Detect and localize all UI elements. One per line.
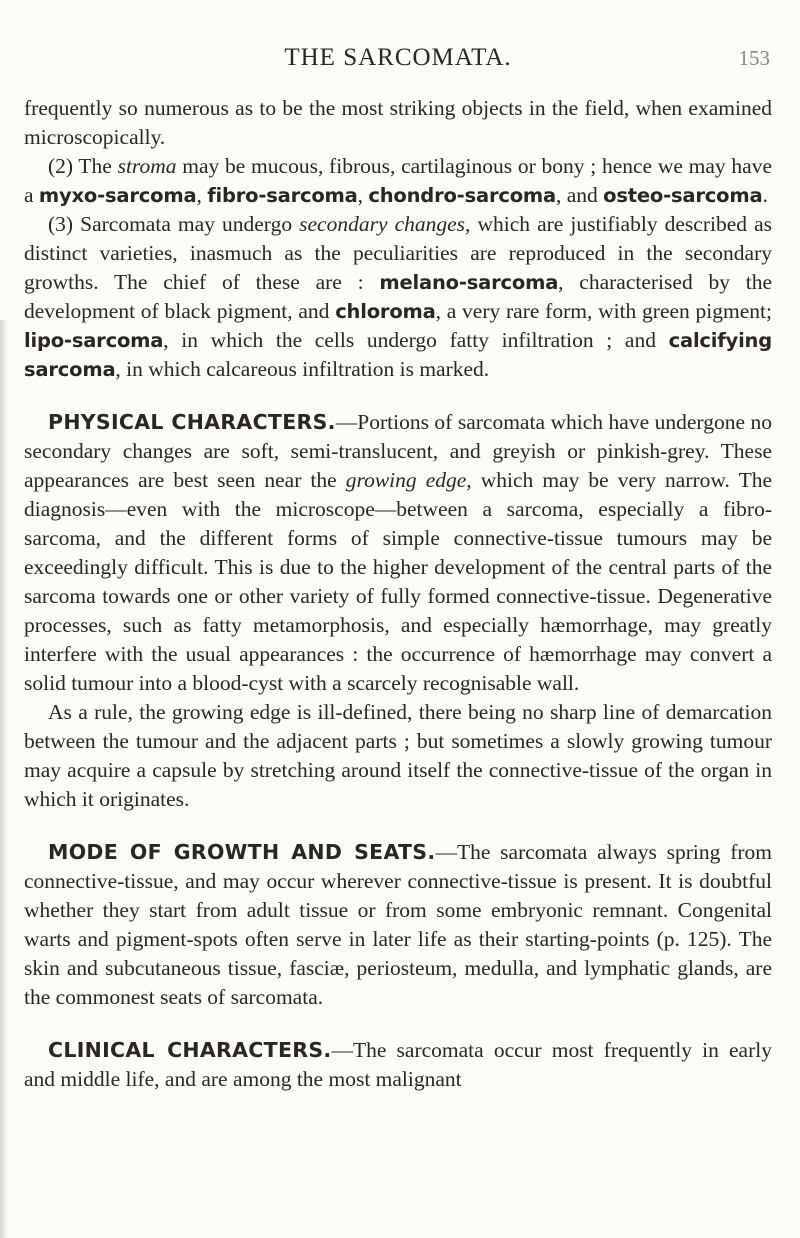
- book-page: [24, 44, 772, 1094]
- heading-physical-characters: PHYSICAL CHARACTERS.: [48, 410, 336, 434]
- term-fibro-sarcoma: fibro-sarcoma: [207, 184, 358, 207]
- page-header: [24, 44, 772, 94]
- term-lipo-sarcoma: lipo-sarcoma: [24, 329, 164, 352]
- paragraph-stroma: (2) The stroma may be mucous, fibrous, cartilaginous or bony ; hence we may have a myxo-sarcoma, fibro-sarcoma, chondro-sarcoma, and osteo-sarcoma.: [24, 154, 772, 207]
- paragraph-secondary-changes: (3) Sarcomata may undergo secondary changes, which are justifiably described as distinct varieties, inasmuch as the peculiarities are reproduced in the secondary growths. The chief of these are : melano-sarcoma, characterised by the development of black pigment, and chloroma, a very rare form, with green pigment; lipo-sarcoma, in which the cells undergo fatty infiltration ; and calcifying sarcoma, in which calcareous infiltration is marked.: [24, 212, 773, 381]
- term-stroma: stroma: [117, 154, 177, 178]
- section-clinical-characters: CLINICAL CHARACTERS.—The sarcomata occur most frequently in early and middle life, and are among the most malignant: [24, 1038, 772, 1091]
- heading-clinical-characters: CLINICAL CHARACTERS.: [48, 1038, 332, 1062]
- page-number: 153: [738, 46, 770, 70]
- term-chloroma: chloroma: [335, 300, 436, 323]
- section-mode-of-growth: MODE OF GROWTH AND SEATS.—The sarcomata always spring from connective-tissue, and may occur wherever connective-tissue is present. It is doubtful whether they start from adult tissue or from some embryonic remnant. Congenital warts and pigment-spots often serve in later life as their starting-points (p. 125). The skin and subcutaneous tissue, fasciæ, periosteum, medulla, and lymphatic glands, are the commonest seats of sarcomata.: [24, 840, 772, 1009]
- running-title: THE SARCOMATA.: [284, 44, 512, 71]
- term-growing-edge: growing edge: [345, 468, 467, 492]
- heading-mode-of-growth: MODE OF GROWTH AND SEATS.: [48, 840, 436, 864]
- page-gutter-shadow: [0, 320, 8, 1238]
- term-myxo-sarcoma: myxo-sarcoma: [38, 184, 197, 207]
- term-calcifying-sarcoma: calcifying sarcoma: [24, 329, 772, 381]
- section-physical-characters: PHYSICAL CHARACTERS.—Portions of sarcomata which have undergone no secondary changes are soft, semi-translucent, and greyish or pinkish-grey. These appearances are best seen near the growing edge, which may be very narrow. The diagnosis—even with the microscope—between a sarcoma, especially a fibro-sarcoma, and the different forms of simple connective-tissue tumours may be exceedingly difficult. This is due to the higher development of the central parts of the sarcoma towards one or other variety of fully formed connective-tissue. Degenerative processes, such as fatty metamorphosis, and especially hæmorrhage, may greatly interfere with the usual appearances : the occurrence of hæmorrhage may convert a solid tumour into a blood-cyst with a scarcely recognisable wall.: [24, 410, 772, 695]
- paragraph-growing-edge: As a rule, the growing edge is ill-defined, there being no sharp line of demarcation between the tumour and the adjacent parts ; but sometimes a slowly growing tumour may acquire a capsule by stretching around itself the connective-tissue of the organ in which it originates.: [24, 700, 772, 811]
- term-secondary-changes: secondary changes: [299, 212, 466, 236]
- paragraph-continuation: frequently so numerous as to be the most striking objects in the field, when examined microscopically.: [24, 96, 772, 149]
- term-osteo-sarcoma: osteo-sarcoma: [603, 184, 763, 207]
- term-melano-sarcoma: melano-sarcoma: [379, 271, 559, 294]
- term-chondro-sarcoma: chondro-sarcoma: [368, 184, 556, 207]
